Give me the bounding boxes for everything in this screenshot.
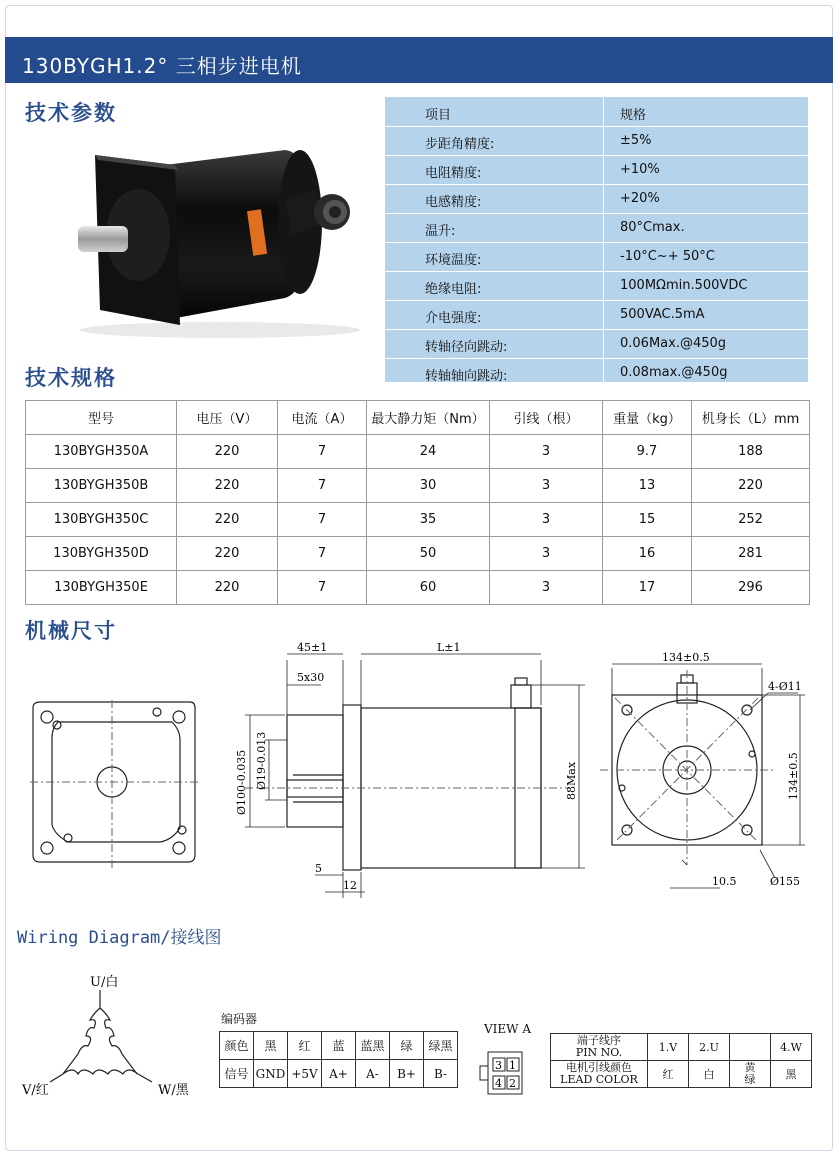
col-header: 重量（kg）	[603, 401, 692, 435]
table-row	[26, 469, 810, 503]
param-label: 环境温度:	[425, 253, 482, 268]
cell: 7	[278, 469, 367, 503]
dim-5: 5	[315, 862, 322, 875]
param-label: 电阻精度:	[425, 166, 482, 181]
cell: 9.7	[603, 435, 692, 469]
cell: 3	[490, 571, 603, 605]
front-view-drawing	[30, 700, 200, 870]
table-header-row	[26, 401, 810, 435]
dim-12: 12	[343, 879, 357, 892]
cell: 220	[177, 469, 278, 503]
cell: 13	[603, 469, 692, 503]
connector-view	[478, 1050, 526, 1096]
param-value: ±5%	[620, 133, 652, 148]
section-title-tech-params: 技术参数	[25, 101, 117, 125]
pin-3: 3	[495, 1059, 502, 1072]
param-label: 步距角精度:	[425, 137, 495, 152]
cell: 蓝黑	[356, 1032, 390, 1060]
lead-label-en: LEAD COLOR	[560, 1073, 638, 1086]
cell: 130BYGH350E	[26, 571, 177, 605]
cell	[730, 1034, 771, 1061]
lead-label-cn: 电机引线颜色	[566, 1061, 632, 1074]
dim-l: L±1	[437, 641, 461, 654]
encoder-table	[219, 1031, 458, 1088]
cell: A+	[322, 1060, 356, 1088]
cell: 16	[603, 537, 692, 571]
delta-wiring-diagram	[20, 970, 210, 1100]
dim-d19: Ø19-0.013	[255, 731, 268, 790]
encoder-color-row	[220, 1032, 458, 1060]
param-value: 100MΩmin.500VDC	[620, 278, 748, 293]
param-label: 转轴轴向跳动:	[425, 369, 508, 384]
col-header: 电压（V）	[177, 401, 278, 435]
params-row	[385, 242, 808, 272]
cell: 7	[278, 435, 367, 469]
params-row	[385, 126, 808, 156]
cell: B+	[390, 1060, 424, 1088]
params-header-item: 项目	[425, 108, 452, 123]
dim-10-5: 10.5	[712, 875, 737, 888]
cell: 220	[177, 435, 278, 469]
param-value: 500VAC.5mA	[620, 307, 705, 322]
cell: 绿	[390, 1032, 424, 1060]
encoder-signal-row	[220, 1060, 458, 1088]
cell: 3	[490, 503, 603, 537]
cell: 蓝	[322, 1032, 356, 1060]
side-view-drawing	[225, 640, 595, 905]
cell: 17	[603, 571, 692, 605]
page-title: 130BYGH1.2° 三相步进电机	[22, 54, 302, 78]
dim-134-side: 134±0.5	[787, 752, 800, 800]
param-value: +20%	[620, 191, 660, 206]
params-row	[385, 300, 808, 330]
cell: 7	[278, 503, 367, 537]
cell: 3	[490, 469, 603, 503]
cell: 130BYGH350B	[26, 469, 177, 503]
param-label: 转轴径向跳动:	[425, 340, 508, 355]
cell: 1.V	[648, 1034, 689, 1061]
table-row	[26, 503, 810, 537]
cell: 7	[278, 537, 367, 571]
cell: 黑	[771, 1061, 812, 1088]
section-title-wiring: Wiring Diagram/接线图	[17, 928, 222, 948]
cell: 红	[288, 1032, 322, 1060]
cell: 281	[692, 537, 810, 571]
cell: 3	[490, 435, 603, 469]
motor-photo	[60, 130, 380, 340]
param-value: +10%	[620, 162, 660, 177]
col-header: 最大静力矩（Nm）	[367, 401, 490, 435]
cell: A-	[356, 1060, 390, 1088]
cell: 252	[692, 503, 810, 537]
cell: 白	[689, 1061, 730, 1088]
params-row	[385, 213, 808, 243]
col-header: 引线（根）	[490, 401, 603, 435]
params-panel	[385, 97, 808, 382]
dim-155: Ø155	[770, 875, 801, 888]
cell: 红	[648, 1061, 689, 1088]
cell: +5V	[288, 1060, 322, 1088]
cell: 220	[177, 571, 278, 605]
cell: 296	[692, 571, 810, 605]
param-value: 0.08max.@450g	[620, 365, 728, 380]
param-value: 80°Cmax.	[620, 220, 685, 235]
cell: 绿黑	[424, 1032, 458, 1060]
pin-label-en: PIN NO.	[575, 1046, 623, 1059]
params-header-spec: 规格	[620, 108, 647, 123]
pin-row	[551, 1034, 812, 1061]
param-value: -10°C~+ 50°C	[620, 249, 715, 264]
cell: 4.W	[771, 1034, 812, 1061]
wire-w-label: W/黑	[158, 1083, 189, 1098]
pin-1: 1	[509, 1059, 516, 1072]
pin-table	[550, 1033, 812, 1088]
specs-table	[25, 400, 810, 605]
cell: 2.U	[689, 1034, 730, 1061]
dim-45: 45±1	[297, 641, 328, 654]
cell: B-	[424, 1060, 458, 1088]
cell: 130BYGH350C	[26, 503, 177, 537]
cell: 30	[367, 469, 490, 503]
param-label: 电感精度:	[425, 195, 482, 210]
view-a-label: VIEW A	[484, 1022, 531, 1036]
lead-label-cell	[551, 1061, 648, 1088]
cell: 220	[692, 469, 810, 503]
dim-4-holes: 4-Ø11	[768, 680, 802, 693]
cell: 60	[367, 571, 490, 605]
cell: 188	[692, 435, 810, 469]
section-title-tech-specs: 技术规格	[25, 366, 117, 390]
col-header: 型号	[26, 401, 177, 435]
cell: 黄 绿	[730, 1061, 771, 1088]
section-title-mech-dims: 机械尺寸	[25, 619, 117, 643]
table-row	[26, 435, 810, 469]
cell: 信号	[220, 1060, 254, 1088]
table-row	[26, 571, 810, 605]
pin-label-cell	[551, 1034, 648, 1061]
cell: 3	[490, 537, 603, 571]
params-row	[385, 358, 808, 387]
cell: 35	[367, 503, 490, 537]
cell: 黑	[254, 1032, 288, 1060]
col-header: 电流（A）	[278, 401, 367, 435]
cell: 24	[367, 435, 490, 469]
cell: 220	[177, 503, 278, 537]
params-row	[385, 271, 808, 301]
color-row	[551, 1061, 812, 1088]
params-header	[385, 97, 808, 127]
pin-label-cn: 端子线序	[577, 1034, 621, 1047]
cell: 130BYGH350D	[26, 537, 177, 571]
table-row	[26, 537, 810, 571]
param-label: 温升:	[425, 224, 456, 239]
cell: 50	[367, 537, 490, 571]
col-header: 机身长（L）mm	[692, 401, 810, 435]
encoder-title: 编码器	[221, 1012, 258, 1026]
dim-d100: Ø100-0.035	[235, 749, 248, 815]
cell: 颜色	[220, 1032, 254, 1060]
params-row	[385, 155, 808, 185]
cell: GND	[254, 1060, 288, 1088]
pin-4: 4	[495, 1077, 502, 1090]
params-row	[385, 329, 808, 359]
param-value: 0.06Max.@450g	[620, 336, 727, 351]
wire-v-label: V/红	[22, 1083, 49, 1098]
rear-view-drawing	[600, 650, 810, 895]
cell: 15	[603, 503, 692, 537]
pin-2: 2	[509, 1077, 516, 1090]
params-row	[385, 184, 808, 214]
dim-134-top: 134±0.5	[662, 651, 710, 664]
param-label: 介电强度:	[425, 311, 482, 326]
cell: 130BYGH350A	[26, 435, 177, 469]
param-label: 绝缘电阻:	[425, 282, 482, 297]
cell: 220	[177, 537, 278, 571]
wire-u-label: U/白	[90, 975, 119, 990]
cell: 7	[278, 571, 367, 605]
dim-88: 88Max	[565, 761, 578, 800]
dim-5x30: 5x30	[297, 671, 325, 684]
